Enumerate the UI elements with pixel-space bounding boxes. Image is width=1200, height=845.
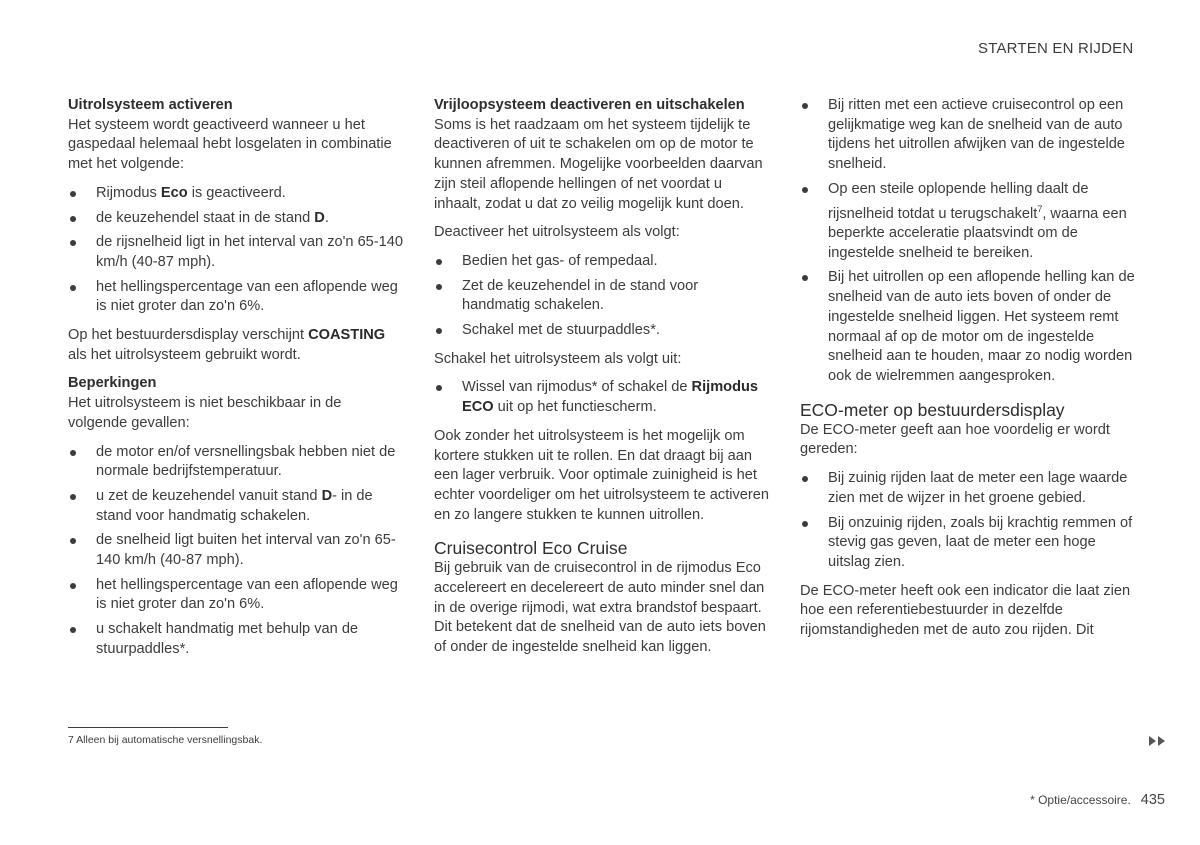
list-item: Rijmodus Eco is geactiveerd. <box>68 184 404 204</box>
column-2 <box>434 96 770 667</box>
heading-eco-meter: ECO-meter op bestuurdersdisplay <box>800 399 1065 420</box>
paragraph: Deactiveer het uitrolsysteem als volgt: <box>434 224 680 241</box>
paragraph: Het uitrolsysteem is niet beschikbaar in de volgende gevallen: <box>68 395 342 431</box>
column-1 <box>68 96 404 669</box>
paragraph: Schakel het uitrolsysteem als volgt uit: <box>434 350 682 367</box>
footnote: 7 Alleen bij automatische versnellingsbak. <box>68 734 263 746</box>
paragraph: Op het bestuurdersdisplay verschijnt COASTING als het uitrolsysteem gebruikt wordt. <box>68 327 386 363</box>
page-footer <box>1030 792 1165 808</box>
list-item: Zet de keuzehendel in de stand voor handmatig schakelen. <box>434 277 770 316</box>
list-item: u zet de keuzehendel vanuit stand D- in de stand voor handmatig schakelen. <box>68 487 404 526</box>
list-item: Schakel met de stuurpaddles*. <box>434 321 770 341</box>
list-item: Bij ritten met een actieve cruisecontrol op een gelijkmatige weg kan de snelheid van de auto tijdens het uitrollen afwijken van de ingestelde snelheid. <box>800 96 1136 175</box>
list-item: de rijsnelheid ligt in het interval van zo'n 65-140 km/h (40-87 mph). <box>68 233 404 272</box>
heading-vrijloopsysteem: Vrijloopsysteem deactiveren en uitschakelen <box>434 97 745 113</box>
list-item: de keuzehendel staat in de stand D. <box>68 209 404 229</box>
paragraph: Ook zonder het uitrolsysteem is het mogelijk om kortere stukken uit te rollen. En dat draagt bij aan een lager verbruik. Voor optimale zuinigheid is het echter voordeliger om het uitrolsysteem te activeren en zo langere stukken te kunnen uitrollen. <box>434 427 770 523</box>
double-arrow-right-icon[interactable] <box>1149 735 1167 749</box>
list-item: Bij zuinig rijden laat de meter een lage waarde zien met de wijzer in het groene gebied. <box>800 469 1136 508</box>
limitations-list <box>68 443 404 660</box>
footnote-ref[interactable]: 7 <box>1037 203 1043 214</box>
heading-beperkingen: Beperkingen <box>68 375 157 392</box>
eco-meter-list <box>800 469 1136 573</box>
list-item: u schakelt handmatig met behulp van de stuurpaddles*. <box>68 620 404 659</box>
condition-list <box>68 184 404 317</box>
list-item: Wissel van rijmodus* of schakel de Rijmodus ECO uit op het functiescherm. <box>434 378 770 417</box>
paragraph: Soms is het raadzaam om het systeem tijdelijk te deactiveren of uit te schakelen om op de motor te kunnen afremmen. Mogelijke voorbeelden daarvan zijn steil aflopende hellingen of net voordat u inhaalt, zodat u dat zo veilig mogelijk kunt doen. <box>434 116 763 212</box>
section-title: STARTEN EN RIJDEN <box>978 40 1134 57</box>
list-item: Op een steile oplopende helling daalt de rijsnelheid totdat u terugschakelt$^7$, waarna een beperkte acceleratie plaatsvindt om de ingestelde snelheid te bereiken. <box>800 180 1136 264</box>
paragraph: De ECO-meter geeft aan hoe voordelig er wordt gereden: <box>800 421 1110 458</box>
cruise-notes-list <box>800 96 1136 387</box>
option-note: * Optie/accessoire. <box>1030 793 1131 807</box>
list-item: het hellingspercentage van een aflopende weg is niet groter dan zo'n 6%. <box>68 576 404 615</box>
list-item: Bij het uitrollen op een aflopende helling kan de snelheid van de auto iets boven of onder de ingestelde snelheid liggen. Het systeem remt normaal af op de motor om de ingestelde snelheid aan te houden, maar zo nodig worden ook de wielremmen aangesproken. <box>800 268 1136 386</box>
paragraph: Het systeem wordt geactiveerd wanneer u het gaspedaal helemaal hebt losgelaten in combinatie met het volgende: <box>68 116 392 173</box>
paragraph: De ECO-meter heeft ook een indicator die laat zien hoe een referentiebestuurder in dezelfde rijomstandigheden met de auto zou rijden. Dit <box>800 582 1131 639</box>
footnote-divider <box>68 727 228 728</box>
switch-off-list <box>434 378 770 417</box>
heading-cruisecontrol-eco: Cruisecontrol Eco Cruise <box>434 538 628 559</box>
column-3 <box>800 96 1136 650</box>
page-number: 435 <box>1140 792 1165 808</box>
heading-uitrolsysteem-activeren: Uitrolsysteem activeren <box>68 97 233 113</box>
list-item: Bij onzuinig rijden, zoals bij krachtig remmen of stevig gas geven, laat de meter een hoge uitslag zien. <box>800 514 1136 573</box>
deactivate-list <box>434 252 770 341</box>
list-item: het hellingspercentage van een aflopende weg is niet groter dan zo'n 6%. <box>68 278 404 317</box>
list-item: de snelheid ligt buiten het interval van zo'n 65-140 km/h (40-87 mph). <box>68 531 404 570</box>
list-item: de motor en/of versnellingsbak hebben niet de normale bedrijfstemperatuur. <box>68 443 404 482</box>
paragraph: Bij gebruik van de cruisecontrol in de rijmodus Eco accelereert en decelereert de auto minder snel dan in de overige rijmodi, wat extra brandstof bespaart. Dit betekent dat de snelheid van de auto iets boven of onder de ingestelde snelheid kan liggen. <box>434 560 766 656</box>
list-item: Bedien het gas- of rempedaal. <box>434 252 770 272</box>
